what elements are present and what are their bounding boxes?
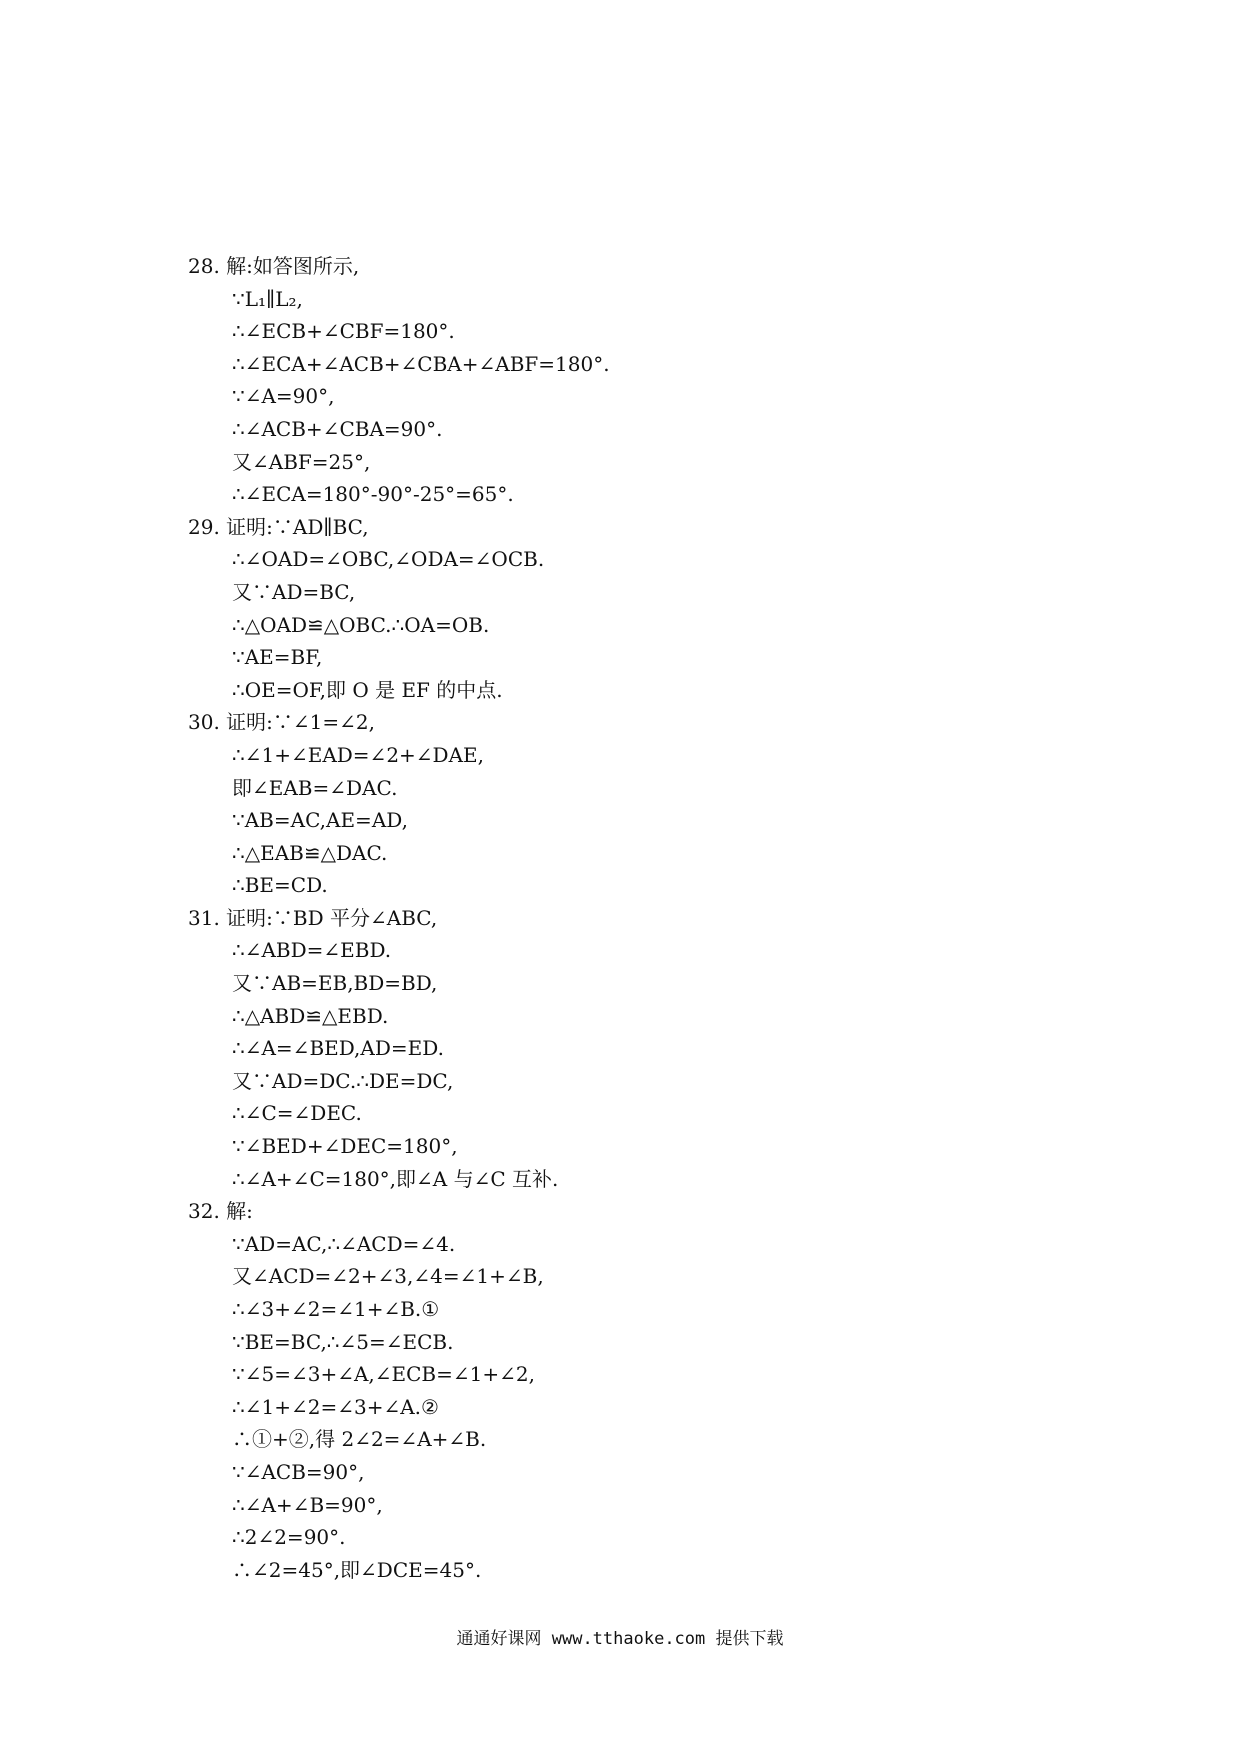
problem-heading: 30. 证明:∵∠1=∠2,: [188, 710, 375, 735]
solution-step: ∴∠C=∠DEC.: [232, 1101, 362, 1126]
problem-32: [188, 1195, 1088, 1586]
solution-step: ∵∠A=90°,: [232, 384, 335, 409]
solution-step: ∴△OAD≌△OBC.∴OA=OB.: [232, 612, 490, 637]
solution-step: ∴OE=OF,即 O 是 EF 的中点.: [232, 677, 503, 702]
problem-28: [188, 250, 1088, 511]
solution-step: ∵∠BED+∠DEC=180°,: [232, 1134, 458, 1159]
solution-step: ∴2∠2=90°.: [232, 1525, 346, 1550]
solution-step: ∴∠ABD=∠EBD.: [232, 938, 392, 963]
solution-step: ∴△ABD≌△EBD.: [232, 1003, 389, 1028]
solution-step: ∵AE=BF,: [232, 645, 323, 670]
solution-step: 即∠EAB=∠DAC.: [232, 775, 398, 800]
solution-step: ∵AB=AC,AE=AD,: [232, 808, 408, 833]
problem-31: [188, 902, 1088, 1195]
solution-step: ∴BE=CD.: [232, 873, 328, 898]
problem-heading: 32. 解:: [188, 1199, 253, 1224]
answer-content: [188, 250, 1088, 1586]
solution-step: ∴∠ECB+∠CBF=180°.: [232, 319, 455, 344]
solution-step: ∴△EAB≌△DAC.: [232, 840, 388, 865]
solution-step: ∴∠A+∠C=180°,即∠A 与∠C 互补.: [232, 1166, 559, 1191]
solution-step: ∵BE=BC,∴∠5=∠ECB.: [232, 1329, 454, 1354]
problem-heading: 29. 证明:∵AD∥BC,: [188, 514, 369, 539]
problem-heading: 28. 解:如答图所示,: [188, 254, 360, 278]
solution-step: ∵∠5=∠3+∠A,∠ECB=∠1+∠2,: [232, 1362, 535, 1387]
solution-step: 又∠ABF=25°,: [232, 449, 371, 474]
solution-step: ∴①+②,得 2∠2=∠A+∠B.: [232, 1427, 487, 1452]
problem-heading: 31. 证明:∵BD 平分∠ABC,: [188, 905, 438, 930]
solution-step: ∴∠ACB+∠CBA=90°.: [232, 416, 443, 441]
solution-step: ∴∠OAD=∠OBC,∠ODA=∠OCB.: [232, 547, 545, 572]
solution-step: ∵AD=AC,∴∠ACD=∠4.: [232, 1231, 456, 1256]
solution-step: 又∵AD=BC,: [232, 579, 356, 604]
solution-step: ∴∠3+∠2=∠1+∠B.①: [232, 1297, 440, 1321]
solution-step: ∴∠A+∠B=90°,: [232, 1492, 383, 1517]
solution-step: 又∵AB=EB,BD=BD,: [232, 971, 438, 996]
solution-step: ∴∠ECA+∠ACB+∠CBA+∠ABF=180°.: [232, 351, 610, 376]
solution-step: ∴∠1+∠EAD=∠2+∠DAE,: [232, 742, 484, 767]
solution-step: 又∵AD=DC.∴DE=DC,: [232, 1068, 454, 1093]
solution-step: ∵∠ACB=90°,: [232, 1459, 365, 1484]
solution-step: ∴∠A=∠BED,AD=ED.: [232, 1036, 444, 1061]
solution-step: ∴∠2=45°,即∠DCE=45°.: [232, 1557, 482, 1582]
problem-29: [188, 511, 1088, 707]
page-footer: 通通好课网 www.tthaoke.com 提供下载: [456, 1629, 784, 1649]
problem-30: [188, 706, 1088, 902]
solution-step: ∵L₁∥L₂,: [232, 286, 303, 311]
solution-step: ∴∠ECA=180°-90°-25°=65°.: [232, 482, 514, 507]
solution-step: 又∠ACD=∠2+∠3,∠4=∠1+∠B,: [232, 1264, 544, 1289]
solution-step: ∴∠1+∠2=∠3+∠A.②: [232, 1394, 439, 1419]
